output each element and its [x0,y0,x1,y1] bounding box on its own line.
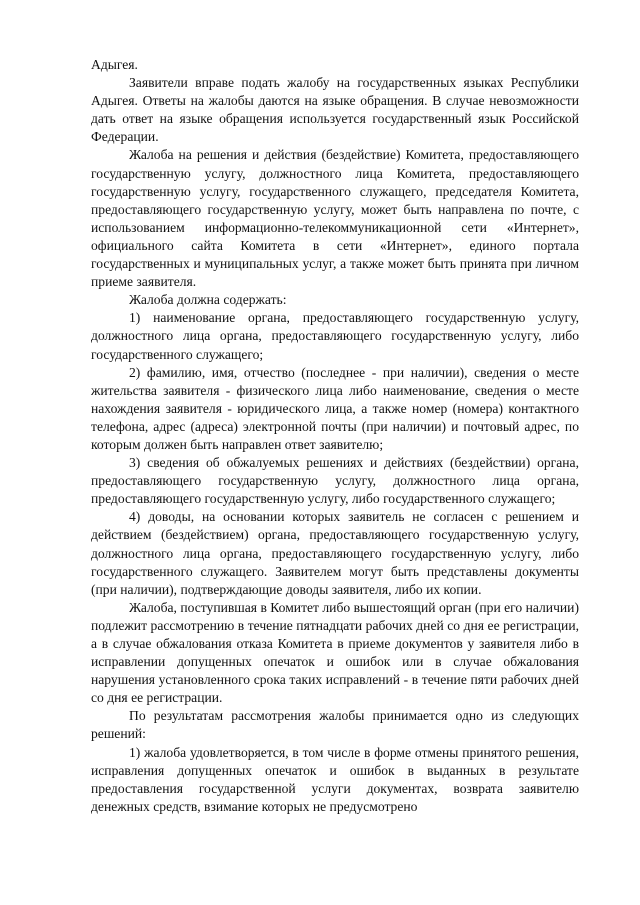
paragraph-review-period: Жалоба, поступившая в Комитет либо вышестоящий орган (при его наличии) подлежит рассмотрению в течение пятнадцати рабочих дней со дня ее регистрации, а в случае обжалования отказа Комитета в приеме документов у заявителя либо в исправлении допущенных опечаток и ошибок или в случае обжалования нарушения установленного срока таких исправлений - в течение пяти рабочих дней со дня ее регистрации. [91,599,579,706]
paragraph-decisions-heading: По результатам рассмотрения жалобы принимается одно из следующих решений: [91,708,579,742]
paragraph-complaint-channels: Жалоба на решения и действия (бездействие) Комитета, предоставляющего государственную услугу, должностного лица Комитета, предоставляющего государственную услугу, государственного служащего, председателя Комитета, предоставляющего государственную услугу, может быть направлена по почте, с использованием информационно-телекоммуникационной сети «Интернет», официального сайта Комитета в сети «Интернет», единого портала государственных и муниципальных услуг, а также может быть принята при личном приеме заявителя. [91,147,579,290]
decision-item-1: 1) жалоба удовлетворяется, в том числе в форме отмены принятого решения, исправления допущенных опечаток и ошибок в выданных в результате предоставления государственной услуги документах, возврата заявителю денежных средств, взимание которых не предусмотрено [91,744,579,814]
document-page [91,56,579,816]
list-item-4: 4) доводы, на основании которых заявитель не согласен с решением и действием (бездействием) органа, предоставляющего государственную услугу, должностного лица органа, предоставляющего государственную услугу, либо государственного служащего. Заявителем могут быть представлены документы (при наличии), подтверждающие доводы заявителя, либо их копии. [91,509,579,597]
paragraph-continuation: Адыгея. [91,57,138,72]
list-item-3: 3) сведения об обжалуемых решениях и действиях (бездействии) органа, предоставляющего государственную услугу, должностного лица органа, предоставляющего государственную услугу, либо государственного служащего; [91,455,579,507]
paragraph-languages: Заявители вправе подать жалобу на государственных языках Республики Адыгея. Ответы на жалобы даются на языке обращения. В случае невозможности дать ответ на языке обращения используется государственный язык Российской Федерации. [91,75,579,145]
list-item-2: 2) фамилию, имя, отчество (последнее - при наличии), сведения о месте жительства заявителя - физического лица либо наименование, сведения о месте нахождения заявителя - юридического лица, а также номер (номера) контактного телефона, адрес (адреса) электронной почты (при наличии) и почтовый адрес, по которым должен быть направлен ответ заявителю; [91,364,579,452]
list-item-1: 1) наименование органа, предоставляющего государственную услугу, должностного лица органа, предоставляющего государственную услугу, либо государственного служащего; [91,310,579,362]
paragraph-complaint-contents-heading: Жалоба должна содержать: [129,292,287,308]
